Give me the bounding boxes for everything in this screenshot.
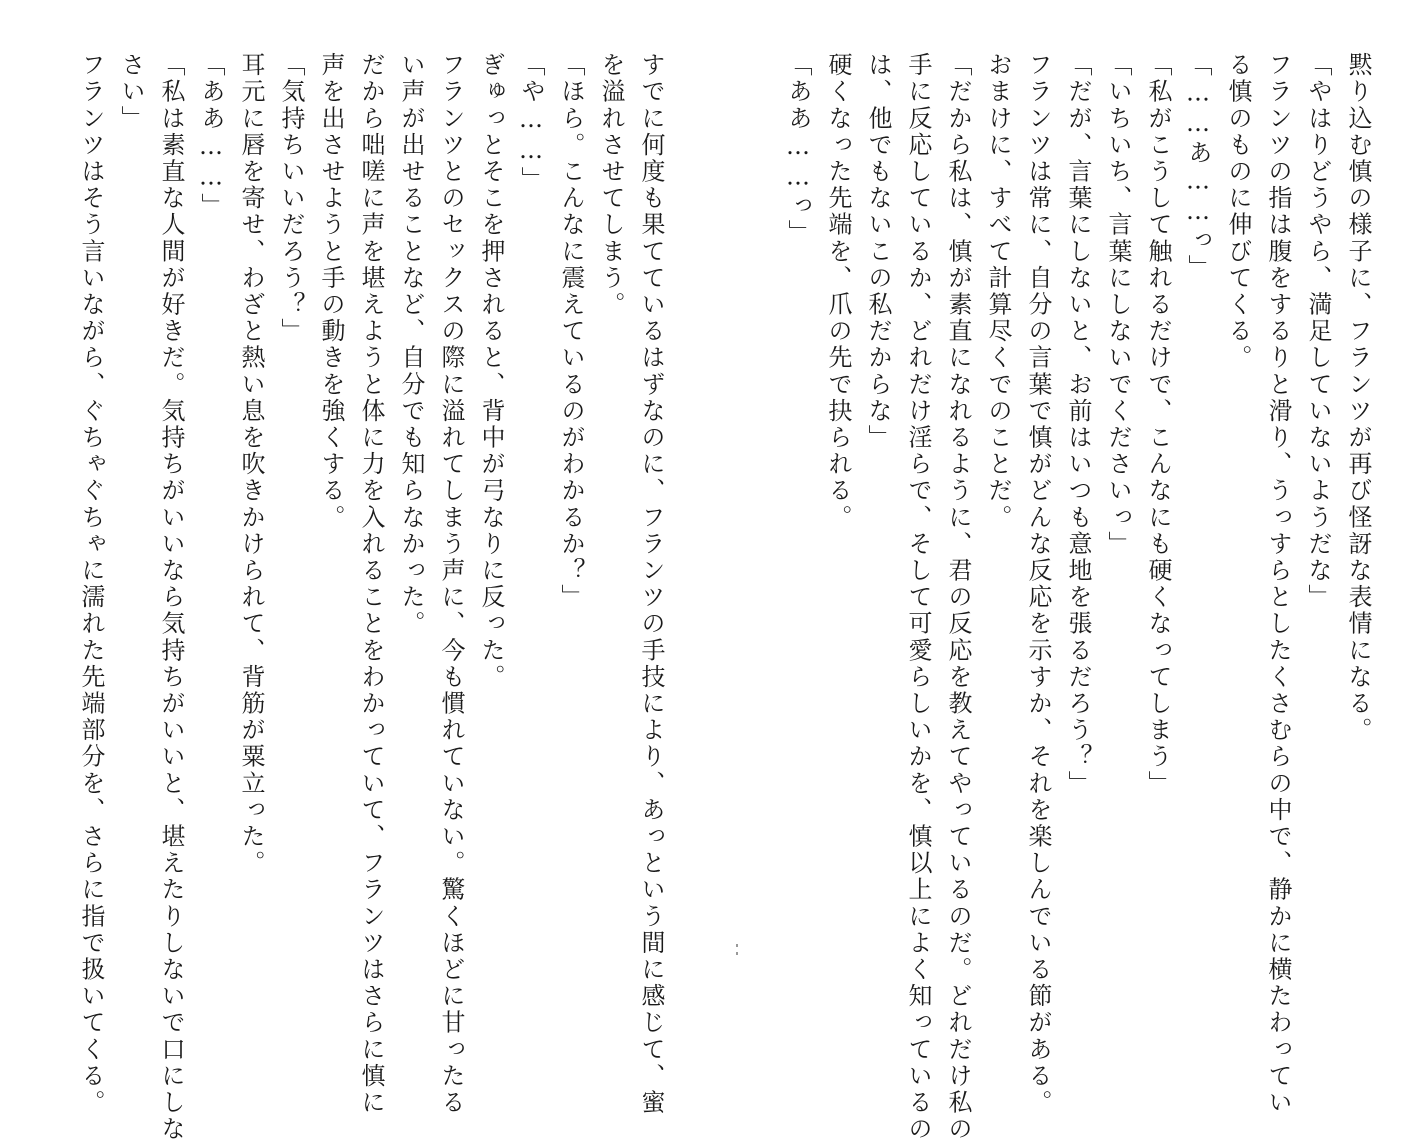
text-column: フランツはそう言いながら、ぐちゃぐちゃに濡れた先端部分を、さらに指で扱いてくる。 — [77, 52, 105, 1116]
text-column: 声を出させようと手の動きを強くする。 — [317, 52, 345, 531]
text-column: 「ああ……っ」 — [784, 52, 812, 247]
text-column: 「ほら。こんなに震えているのがわかるか？」 — [557, 52, 585, 611]
text-column: を溢れさせてしまう。 — [597, 52, 625, 318]
text-column: い声が出せることなど、自分でも知らなかった。 — [397, 52, 425, 638]
text-column: さい」 — [117, 52, 145, 132]
text-column: フランツの指は腹をするりと滑り、うっすらとしたくさむらの中で、静かに横たわってい — [1264, 52, 1292, 1116]
text-column: 手に反応しているか、どれだけ淫らで、そして可愛らしいかを、慎以上によく知っているの — [904, 52, 932, 1143]
page-gutter-mark — [736, 944, 738, 958]
text-column: フランツとのセックスの際に溢れてしまう声に、今も慣れていない。驚くほどに甘ったる — [437, 52, 465, 1116]
text-column: 「やはりどうやら、満足していないようだな」 — [1304, 52, 1332, 611]
text-column: 「ああ……」 — [197, 52, 225, 220]
text-column: フランツは常に、自分の言葉で慎がどんな反応を示すか、それを楽しんでいる節がある。 — [1024, 52, 1052, 1116]
right-page — [707, 0, 1414, 1143]
text-column: 「気持ちいいだろう？」 — [277, 52, 305, 345]
text-column: ぎゅっとそこを押されると、背中が弓なりに反った。 — [477, 52, 505, 691]
text-column: る慎のものに伸びてくる。 — [1224, 52, 1252, 372]
text-column: 「私は素直な人間が好きだ。気持ちがいいなら気持ちがいいと、堪えたりしないで口にしな — [157, 52, 185, 1143]
text-column: は、他でもないこの私だからな」 — [864, 52, 892, 451]
text-column: 「いちいち、言葉にしないでくださいっ」 — [1104, 52, 1132, 558]
text-column: 「だから私は、慎が素直になれるように、君の反応を教えてやっているのだ。どれだけ私の — [944, 52, 972, 1143]
text-column: おまけに、すべて計算尽くでのことだ。 — [984, 52, 1012, 531]
text-column: だから咄嗟に声を堪えようと体に力を入れることをわかっていて、フランツはさらに慎に — [357, 52, 385, 1116]
text-column: 「……あ……っ」 — [1184, 52, 1212, 281]
text-column: 硬くなった先端を、爪の先で抉られる。 — [824, 52, 852, 531]
text-column: 黙り込む慎の様子に、フランツが再び怪訝な表情になる。 — [1344, 52, 1372, 744]
text-column: 「私がこうして触れるだけで、こんなにも硬くなってしまう」 — [1144, 52, 1172, 797]
text-column: すでに何度も果てているはずなのに、フランツの手技により、あっという間に感じて、蜜 — [637, 52, 665, 1116]
text-column: 「だが、言葉にしないと、お前はいつも意地を張るだろう？」 — [1064, 52, 1092, 797]
text-column: 耳元に唇を寄せ、わざと熱い息を吹きかけられて、背筋が粟立った。 — [237, 52, 265, 877]
text-column: 「や……」 — [517, 52, 545, 193]
